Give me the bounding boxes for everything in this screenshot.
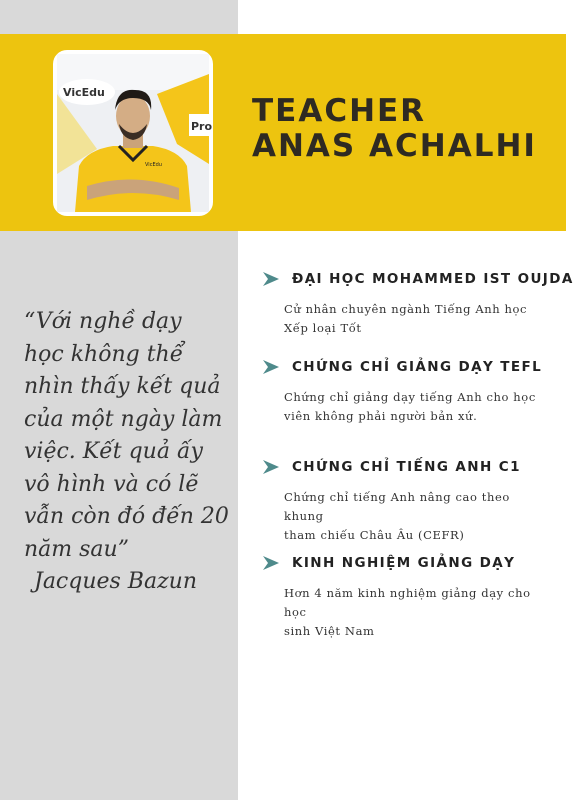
teacher-name xyxy=(252,94,552,164)
photo-sign-text2: Pro xyxy=(191,120,213,133)
section-body-line: Chứng chỉ tiếng Anh nâng cao theo khung xyxy=(284,490,510,523)
chevron-right-icon xyxy=(262,271,280,287)
quote-line: vô hình và có lẽ xyxy=(24,471,199,497)
section-title: CHỨNG CHỈ TIẾNG ANH C1 xyxy=(292,459,521,475)
section-body xyxy=(262,584,552,641)
quote-line: việc. Kết quả ấy xyxy=(24,439,203,464)
section-body xyxy=(262,388,552,426)
quote-line: vẫn còn đó đến 20 xyxy=(24,504,229,529)
section-body-line: Cử nhân chuyên ngành Tiếng Anh học xyxy=(284,302,528,316)
section-title: ĐẠI HỌC MOHAMMED IST OUJDA xyxy=(292,271,574,287)
quote-line: của một ngày làm xyxy=(24,406,223,432)
section-experience xyxy=(262,552,552,641)
quote-block xyxy=(24,306,229,599)
chevron-right-icon xyxy=(262,459,280,475)
name-line-2: ANAS ACHALHI xyxy=(252,128,537,164)
section-body xyxy=(262,488,552,545)
section-body-line: Xếp loại Tốt xyxy=(284,321,362,335)
section-title: CHỨNG CHỈ GIẢNG DẠY TEFL xyxy=(292,359,543,375)
section-title: KINH NGHIỆM GIẢNG DẠY xyxy=(292,555,516,571)
teacher-photo xyxy=(53,50,213,216)
section-tefl xyxy=(262,356,552,426)
quote-author: Jacques Bazun xyxy=(34,569,198,594)
section-university xyxy=(262,268,574,338)
section-body-line: tham chiếu Châu Âu (CEFR) xyxy=(284,528,465,542)
quote-line: nhìn thấy kết quả xyxy=(24,374,221,399)
section-body-line: Chứng chỉ giảng dạy tiếng Anh cho học xyxy=(284,390,536,404)
section-body xyxy=(262,300,552,338)
section-body-line: Hơn 4 năm kinh nghiệm giảng dạy cho học xyxy=(284,586,531,619)
quote-line: “Với nghề dạy xyxy=(24,309,182,334)
quote-line: học không thể xyxy=(24,341,184,367)
photo-sign-text1: VicEdu xyxy=(63,86,105,99)
section-c1 xyxy=(262,456,552,545)
chevron-right-icon xyxy=(262,555,280,571)
chevron-right-icon xyxy=(262,359,280,375)
name-line-1: TEACHER xyxy=(252,93,427,129)
section-body-line: sinh Việt Nam xyxy=(284,624,375,638)
section-body-line: viên không phải người bản xứ. xyxy=(284,409,478,423)
photo-shirt-logo: VicEdu xyxy=(145,162,162,168)
quote-line: năm sau” xyxy=(24,536,129,562)
